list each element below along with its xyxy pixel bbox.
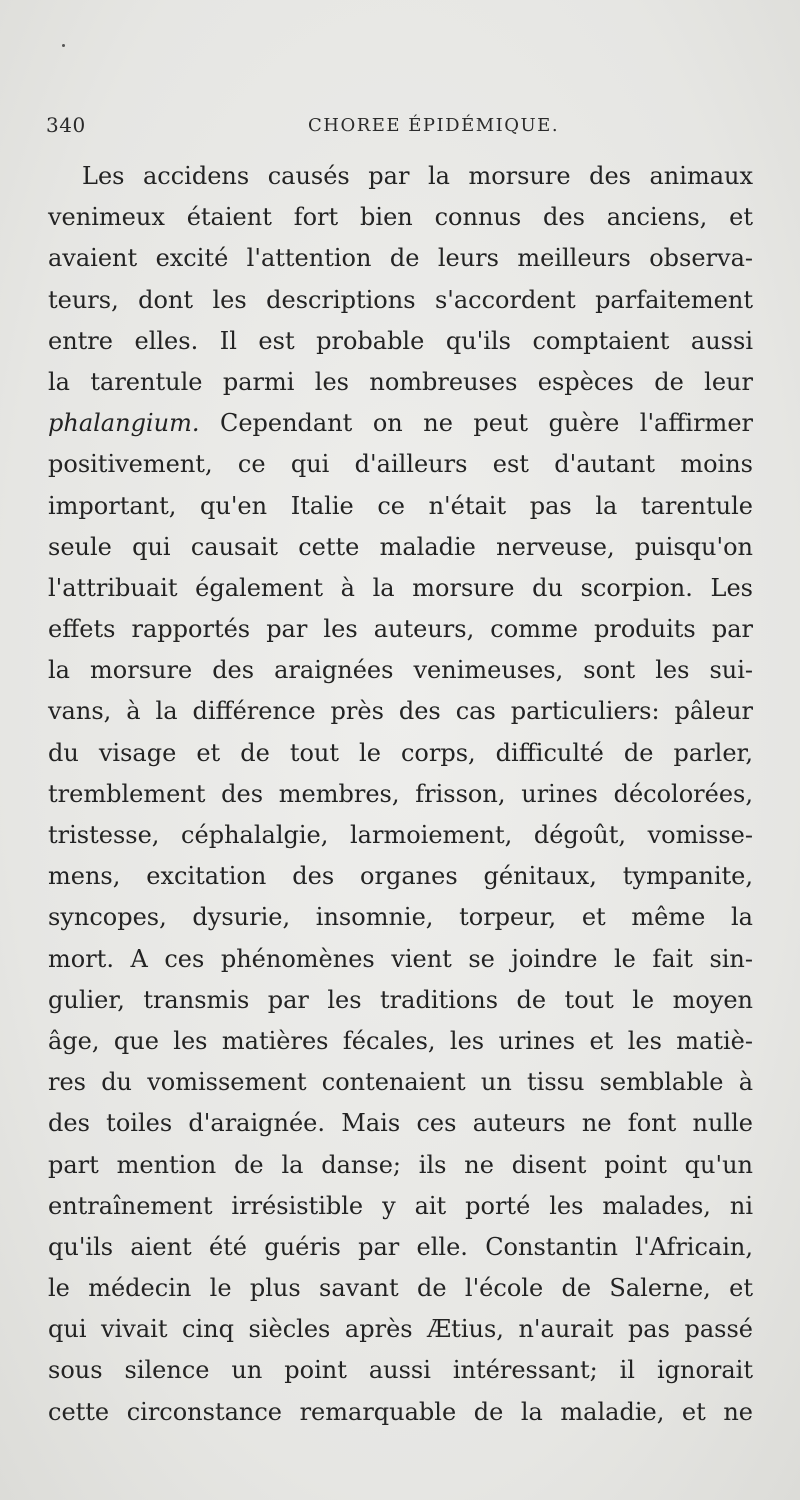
text-line-7 <box>48 403 753 444</box>
text-line-23: res du vomissement contenaient un tissu semblable à <box>48 1068 753 1097</box>
text-line-19: syncopes, dysurie, insomnie, torpeur, et même la <box>48 903 753 932</box>
text-line-10: seule qui causait cette maladie nerveuse, puisqu'on <box>48 532 753 561</box>
text-line-16: tremblement des membres, frisson, urines décolorées, <box>48 779 753 808</box>
page-header <box>46 113 756 143</box>
text-line-9: important, qu'en Italie ce n'était pas la tarentule <box>48 491 753 520</box>
text-line-3: avaient excité l'attention de leurs meilleurs observa- <box>48 244 753 273</box>
text-line-29: qui vivait cinq siècles après Ætius, n'aurait pas passé <box>48 1315 753 1344</box>
text-line-15: du visage et de tout le corps, difficulté de parler, <box>48 738 753 767</box>
text-line-21: gulier, transmis par les traditions de tout le moyen <box>48 985 753 1014</box>
text-line-18: mens, excitation des organes génitaux, tympanite, <box>48 862 753 891</box>
running-title: CHOREE ÉPIDÉMIQUE. <box>308 115 560 136</box>
text-line-25: part mention de la danse; ils ne disent point qu'un <box>48 1150 753 1179</box>
text-line-13: la morsure des araignées venimeuses, sont les sui- <box>48 656 753 685</box>
italic-term: phalangium. <box>48 409 200 438</box>
text-line-20: mort. A ces phénomènes vient se joindre le fait sin- <box>48 944 753 973</box>
text-line-2: venimeux étaient fort bien connus des anciens, et <box>48 203 753 232</box>
ink-speck <box>62 44 65 47</box>
text-line-31: cette circonstance remarquable de la maladie, et ne <box>48 1397 753 1426</box>
body-text <box>48 156 753 1433</box>
text-line-4: teurs, dont les descriptions s'accordent parfaitement <box>48 285 753 314</box>
text-line-24: des toiles d'araignée. Mais ces auteurs ne font nulle <box>48 1109 753 1138</box>
text-line-28: le médecin le plus savant de l'école de Salerne, et <box>48 1274 753 1303</box>
text-line-17: tristesse, céphalalgie, larmoiement, dégoût, vomisse- <box>48 821 753 849</box>
text-line-27: qu'ils aient été guéris par elle. Constantin l'Africain, <box>48 1232 753 1261</box>
text-line-1: Les accidens causés par la morsure des animaux <box>82 162 753 190</box>
text-line-5: entre elles. Il est probable qu'ils comptaient aussi <box>48 326 753 355</box>
text-line-30: sous silence un point aussi intéressant; il ignorait <box>48 1356 753 1385</box>
text-line-14: vans, à la différence près des cas particuliers: pâleur <box>48 697 753 726</box>
page-number: 340 <box>46 113 86 137</box>
text-line-22: âge, que les matières fécales, les urines et les matiè- <box>48 1026 753 1055</box>
text-line-26: entraînement irrésistible y ait porté les malades, ni <box>48 1191 753 1220</box>
text-line-8: positivement, ce qui d'ailleurs est d'autant moins <box>48 450 753 479</box>
text-line-11: l'attribuait également à la morsure du scorpion. Les <box>48 573 753 602</box>
text-line-12: effets rapportés par les auteurs, comme produits par <box>48 615 753 644</box>
text-line-7-rest: Cependant on ne peut guère l'affirmer <box>199 409 753 438</box>
text-line-6: la tarentule parmi les nombreuses espèces de leur <box>48 367 753 396</box>
